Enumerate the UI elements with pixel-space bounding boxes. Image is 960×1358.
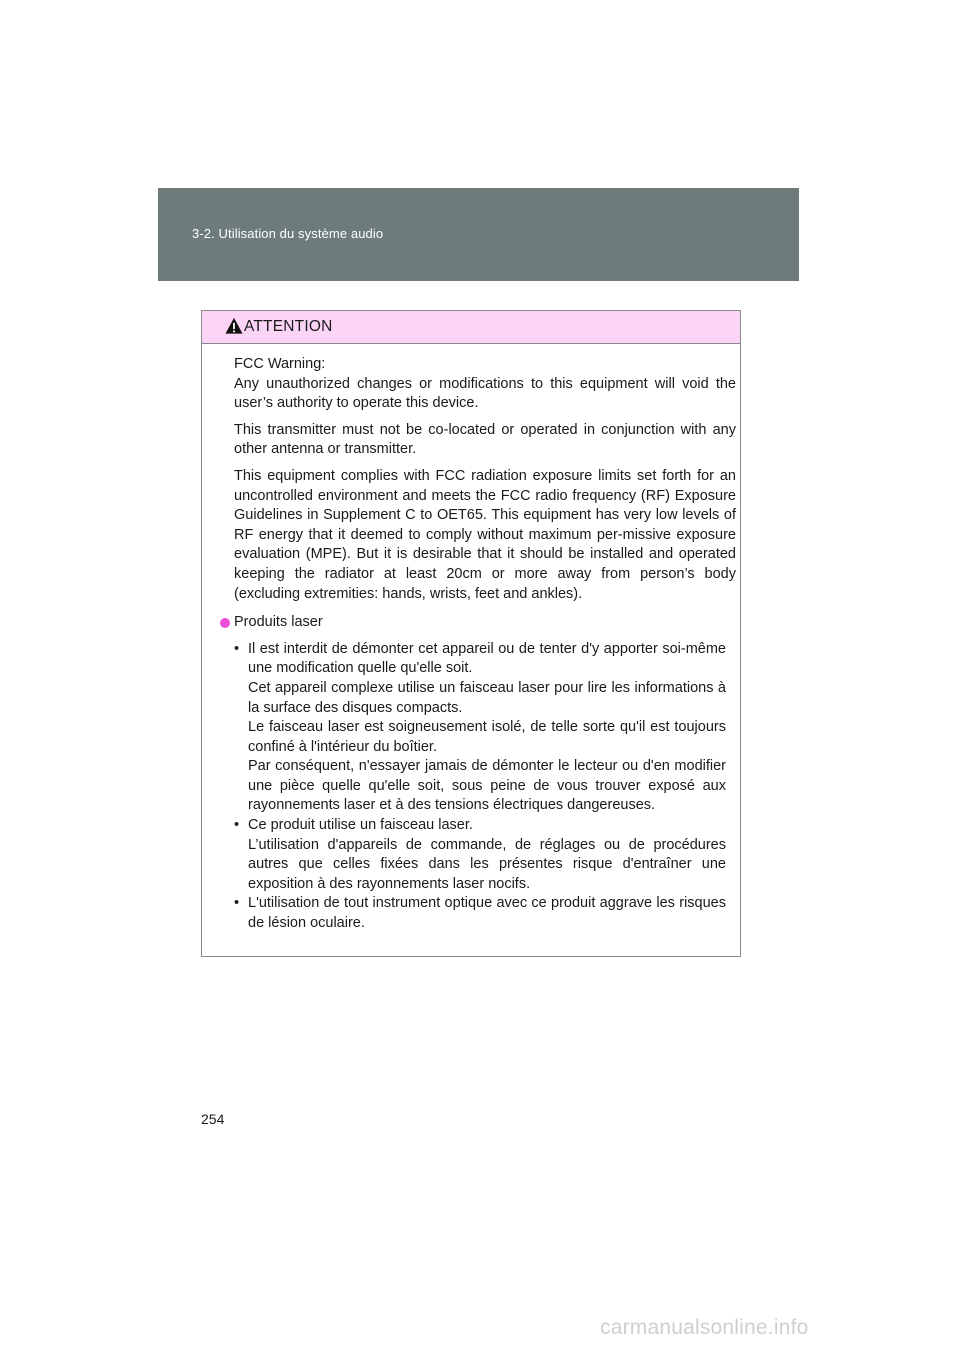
list-item-line: Le faisceau laser est soigneusement isolé, de telle sorte qu'il est toujours confiné à l'intérieur du boîtier. [248, 719, 726, 755]
list-bullet: • [234, 817, 240, 834]
rf-exposure-paragraph: This equipment complies with FCC radiation exposure limits set forth for an uncontrolled environment and meets the FCC radio frequency (RF) Exposure Guidelines in Supplement C to OET65. This equipment has very low levels of RF energy that it deemed to comply without maximum per-missive exposure evaluation (MPE). But it is desirable that it should be installed and operated keeping the radiator at least 20cm or more away from person’s body (excluding extremities: hands, wrists, feet and ankles). [234, 467, 736, 602]
list-item-line: L’utilisation d'appareils de commande, de réglages ou de procédures autres que celles fixées dans les présentes risque d'entraîner une exposition à des rayonnements laser nocifs. [248, 836, 726, 892]
section-label: 3-2. Utilisation du système audio [192, 226, 384, 241]
list-item [234, 816, 726, 894]
laser-heading-text: Produits laser [234, 614, 323, 631]
page-number: 254 [201, 1111, 225, 1127]
list-item-line: L'utilisation de tout instrument optique avec ce produit aggrave les risques de lésion oculaire. [248, 895, 726, 932]
section-header-band [158, 188, 799, 281]
list-item [234, 894, 726, 933]
list-item [234, 640, 726, 816]
watermark: carmanualsonline.info [600, 1316, 809, 1339]
laser-warnings-list [234, 640, 726, 934]
list-item-line: Ce produit utilise un faisceau laser. [248, 817, 473, 834]
list-bullet: • [234, 640, 240, 657]
bullet-icon [220, 618, 230, 628]
attention-header [202, 311, 740, 344]
fcc-warning-paragraph: FCC Warning: Any unauthorized changes or modifications to this equipment will void the user’s authority to operate this device. [234, 356, 736, 412]
warning-triangle-icon [225, 317, 243, 335]
list-bullet: • [234, 895, 240, 912]
attention-box [201, 310, 741, 957]
attention-title: ATTENTION [244, 318, 333, 335]
attention-content [234, 355, 736, 934]
laser-products-heading [220, 613, 722, 633]
list-item-line: Cet appareil complexe utilise un faisceau laser pour lire les informations à la surface des disques compacts. [248, 679, 726, 716]
list-item-line: Il est interdit de démonter cet appareil ou de tenter d'y apporter soi-même une modification quelle qu'elle soit. [248, 640, 726, 677]
co-location-paragraph: This transmitter must not be co-located or operated in conjunction with any other antenna or transmitter. [234, 421, 736, 458]
list-item-line: Par conséquent, n'essayer jamais de démonter le lecteur ou d'en modifier une pièce quelle qu'elle soit, sous peine de vous trouver exposé aux rayonnements laser et à des tensions électriques dangereuses. [248, 758, 726, 814]
